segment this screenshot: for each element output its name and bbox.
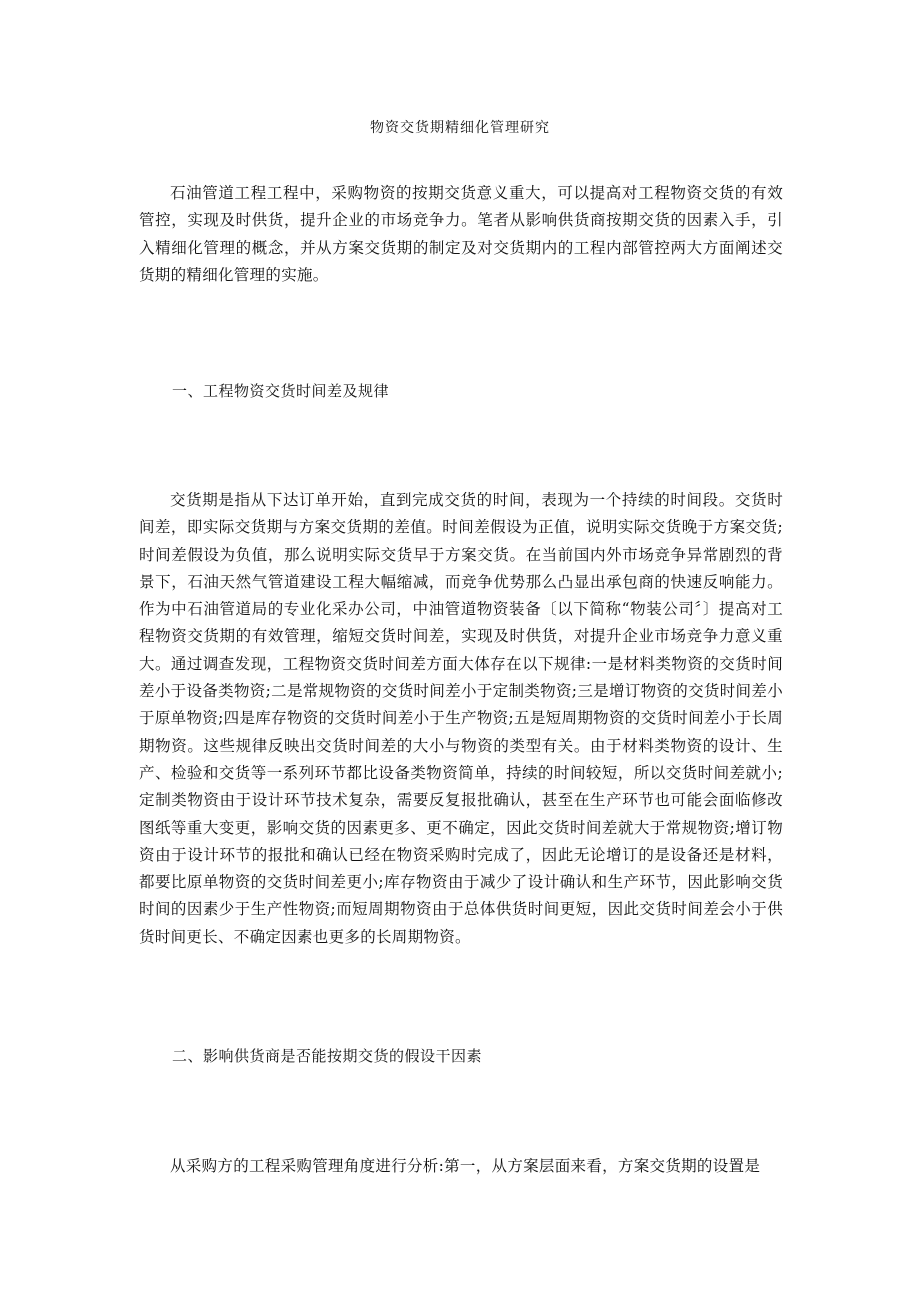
section-2-heading: 二、影响供货商是否能按期交货的假设干因素 — [172, 1047, 483, 1065]
section-1-heading: 一、工程物资交货时间差及规律 — [172, 382, 390, 400]
abstract-paragraph: 石油管道工程工程中，采购物资的按期交货意义重大，可以提高对工程物资交货的有效管控，实现及时供货，提升企业的市场竞争力。笔者从影响供货商按期交货的因素入手，引入精细化管理的概念，并从方案交货期的制定及对交货期内的工程内部管控两大方面阐述交货期的精细化管理的实施。 — [139, 184, 783, 284]
section-1-body: 交货期是指从下达订单开始，直到完成交货的时间，表现为一个持续的时间段。交货时间差，即实际交货期与方案交货期的差值。时间差假设为正值，说明实际交货晚于方案交货;时间差假设为负值，那么说明实际交货早于方案交货。在当前国内外市场竞争异常剧烈的背景下，石油天然气管道建设工程大幅缩减，而竞争优势那么凸显出承包商的快速反响能力。作为中石油管道局的专业化采办公司，中油管道物资装备〔以下简称“物装公司〞〕提高对工程物资交货期的有效管理，缩短交货时间差，实现及时供货，对提升企业市场竞争力意义重大。通过调查发现，工程物资交货时间差方面大体存在以下规律:一是材料类物资的交货时间差小于设备类物资;二是常规物资的交货时间差小于定制类物资;三是增订物资的交货时间差小于原单物资;四是库存物资的交货时间差小于生产物资;五是短周期物资的交货时间差小于长周期物资。这些规律反映出交货时间差的大小与物资的类型有关。由于材料类物资的设计、生产、检验和交货等一系列环节都比设备类物资简单，持续的时间较短，所以交货时间差就小;定制类物资由于设计环节技术复杂，需要反复报批确认，甚至在生产环节也可能会面临修改图纸等重大变更，影响交货的因素更多、更不确定，因此交货时间差就大于常规物资;增订物资由于设计环节的报批和确认已经在物资采购时完成了，因此无论增订的是设备还是材料，都要比原单物资的交货时间差更小;库存物资由于减少了设计确认和生产环节，因此影响交货时间的因素少于生产性物资;而短周期物资由于总体供货时间更短，因此交货时间差会小于供货时间更长、不确定因素也更多的长周期物资。 — [139, 491, 783, 946]
document-title: 物资交货期精细化管理研究 — [370, 120, 550, 136]
section-2-body: 从采购方的工程采购管理角度进行分析:第一，从方案层面来看，方案交货期的设置是 — [170, 1157, 761, 1175]
